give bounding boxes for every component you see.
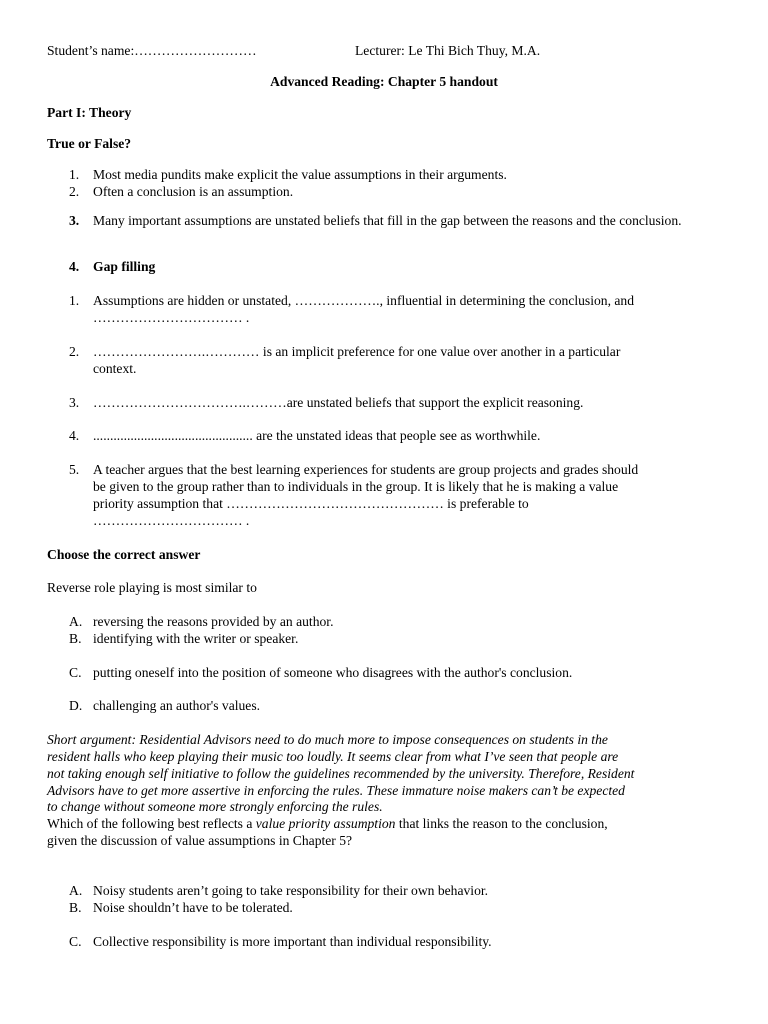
argument-line: not taking enough self initiative to follow the guidelines recommended by the university. Therefore, Resident xyxy=(47,766,635,781)
option-letter: A. xyxy=(69,614,83,629)
option-text: Noise shouldn’t have to be tolerated. xyxy=(93,900,293,915)
option-letter: B. xyxy=(69,631,82,646)
argument-line: resident halls who keep playing their music too loudly. It seems clear from what I’ve seen that people are xyxy=(47,749,619,764)
page-title: Advanced Reading: Chapter 5 handout xyxy=(270,74,498,89)
item-number: 4. xyxy=(69,428,80,443)
item-number: 3. xyxy=(69,395,80,410)
option-text: Collective responsibility is more important than individual responsibility. xyxy=(93,934,492,949)
question-text: Reverse role playing is most similar to xyxy=(47,580,257,595)
item-number: 5. xyxy=(69,462,80,477)
item-text: Many important assumptions are unstated beliefs that fill in the gap between the reasons and the conclusion. xyxy=(93,213,682,228)
question-text-start: Which of the following best reflects a xyxy=(47,816,256,831)
item-text-line: priority assumption that ………………………………………… is preferable to xyxy=(93,496,529,511)
lecturer-name: Lecturer: Le Thi Bich Thuy, M.A. xyxy=(355,43,541,58)
question-text-end: that links the reason to the conclusion, xyxy=(395,816,608,831)
item-text-line: …………………….………… is an implicit preference for one value over another in a particular xyxy=(93,344,621,359)
question-emphasis: value priority assumption xyxy=(255,816,396,831)
item-text-line: A teacher argues that the best learning experiences for students are group projects and grades should xyxy=(93,462,639,477)
item-number: 4. xyxy=(69,259,80,274)
option-text: Noisy students aren’t going to take responsibility for their own behavior. xyxy=(93,883,489,898)
option-letter: B. xyxy=(69,900,82,915)
item-text-line: ............................................... are the unstated ideas that people see as worthwhile. xyxy=(93,428,541,443)
item-text: Most media pundits make explicit the value assumptions in their arguments. xyxy=(93,167,507,182)
item-number: 2. xyxy=(69,184,80,199)
option-letter: C. xyxy=(69,665,82,680)
item-text-line: …………………………….………are unstated beliefs that support the explicit reasoning. xyxy=(93,395,584,410)
item-number: 1. xyxy=(69,293,80,308)
argument-line: Short argument: Residential Advisors need to do much more to impose consequences on students in the xyxy=(47,732,608,747)
choose-heading: Choose the correct answer xyxy=(47,547,201,562)
option-text: putting oneself into the position of someone who disagrees with the author's conclusion. xyxy=(93,665,573,680)
item-text-line: be given to the group rather than to individuals in the group. It is likely that he is making a value xyxy=(93,479,619,494)
item-text-line: …………………………… . xyxy=(93,310,250,325)
option-text: reversing the reasons provided by an author. xyxy=(93,614,334,629)
argument-line: to change without someone more strongly enforcing the rules. xyxy=(47,799,383,814)
item-text-line: Assumptions are hidden or unstated, ………………., influential in determining the conclusion, and xyxy=(93,293,635,308)
option-letter: A. xyxy=(69,883,83,898)
argument-line: Advisors have to get more assertive in enforcing the rules. These immature noise makers can’t be expected xyxy=(47,783,625,798)
argument-question-line2: given the discussion of value assumptions in Chapter 5? xyxy=(47,833,353,848)
item-number: 3. xyxy=(69,213,80,228)
item-text: Gap filling xyxy=(93,259,156,274)
option-text: challenging an author's values. xyxy=(93,698,261,713)
student-name-field: Student’s name:……………………… xyxy=(47,43,257,58)
argument-question xyxy=(47,816,720,832)
part1-heading: Part I: Theory xyxy=(47,105,132,120)
item-number: 1. xyxy=(69,167,80,182)
item-text-line: …………………………… . xyxy=(93,513,250,528)
option-letter: D. xyxy=(69,698,83,713)
item-text-line: context. xyxy=(93,361,137,376)
true-false-heading: True or False? xyxy=(47,136,132,151)
item-number: 2. xyxy=(69,344,80,359)
option-letter: C. xyxy=(69,934,82,949)
option-text: identifying with the writer or speaker. xyxy=(93,631,299,646)
item-text: Often a conclusion is an assumption. xyxy=(93,184,294,199)
